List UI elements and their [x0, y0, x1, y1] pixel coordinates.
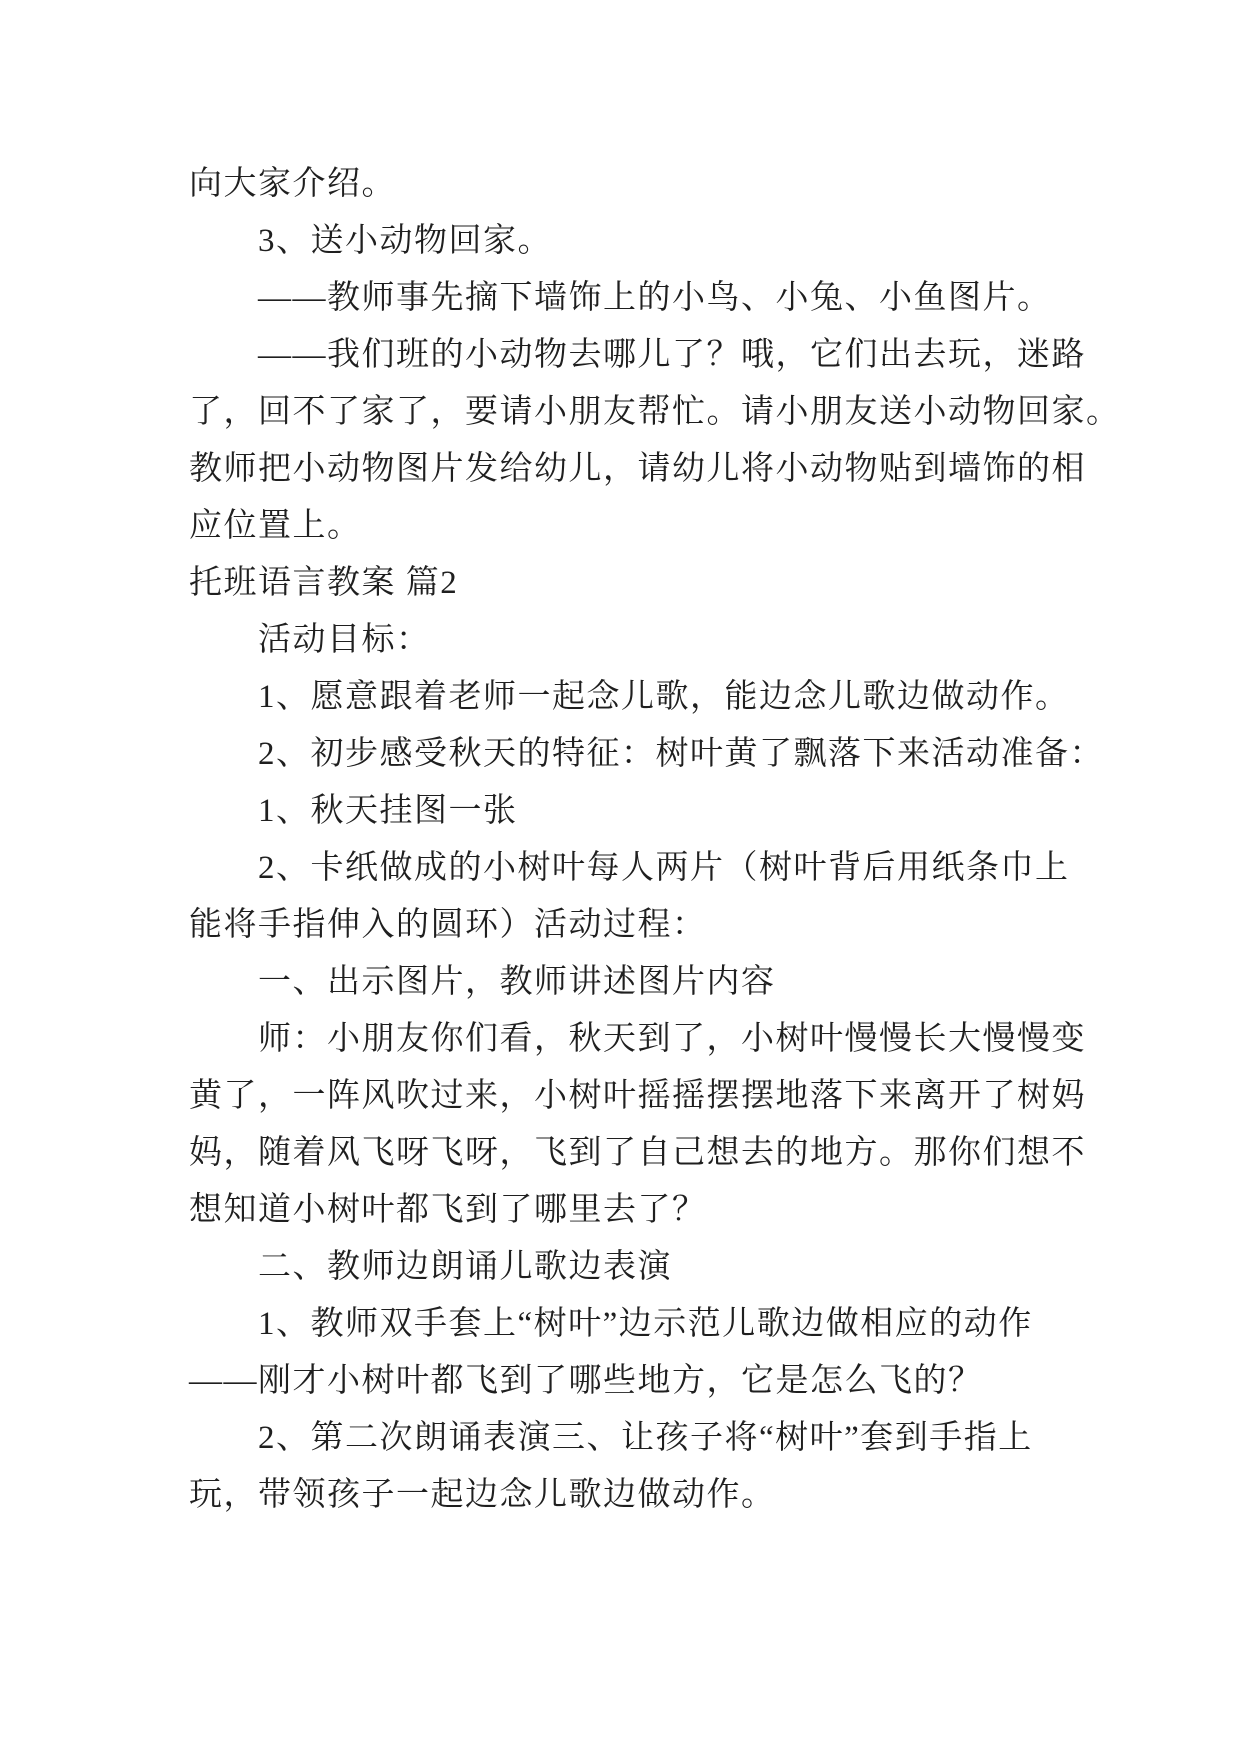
text-line: 妈，随着风飞呀飞呀，飞到了自己想去的地方。那你们想不	[189, 1135, 1086, 1171]
text-line: 了，回不了家了，要请小朋友帮忙。请小朋友送小动物回家。	[189, 394, 1121, 430]
text-line: 师：小朋友你们看，秋天到了，小树叶慢慢长大慢慢变	[258, 1021, 1086, 1057]
text-line: 教师把小动物图片发给幼儿，请幼儿将小动物贴到墙饰的相	[189, 451, 1086, 487]
text-line: 2、初步感受秋天的特征：树叶黄了飘落下来活动准备：	[258, 736, 1104, 772]
text-line: 黄了，一阵风吹过来，小树叶摇摇摆摆地落下来离开了树妈	[189, 1078, 1086, 1114]
text-line: 3、送小动物回家。	[258, 223, 552, 259]
text-line: 应位置上。	[189, 508, 362, 544]
text-line: 2、卡纸做成的小树叶每人两片（树叶背后用纸条巾上	[258, 850, 1070, 886]
text-line: ——教师事先摘下墙饰上的小鸟、小兔、小鱼图片。	[258, 280, 1052, 316]
text-line: 2、第二次朗诵表演三、让孩子将“树叶”套到手指上	[258, 1420, 1033, 1456]
text-line: ——我们班的小动物去哪儿了？哦，它们出去玩，迷路	[258, 337, 1086, 373]
text-line: ——刚才小树叶都飞到了哪些地方，它是怎么飞的？	[189, 1363, 983, 1399]
text-line: 玩，带领孩子一起边念儿歌边做动作。	[189, 1477, 776, 1513]
text-line: 1、秋天挂图一张	[258, 793, 518, 829]
text-line: 能将手指伸入的圆环）活动过程：	[189, 907, 707, 943]
text-line: 向大家介绍。	[189, 166, 396, 202]
text-line: 一、出示图片，教师讲述图片内容	[258, 964, 776, 1000]
text-line: 活动目标：	[258, 622, 431, 658]
section-heading: 托班语言教案 篇2	[189, 565, 459, 601]
text-line: 二、教师边朗诵儿歌边表演	[258, 1249, 672, 1285]
text-line: 1、愿意跟着老师一起念儿歌，能边念儿歌边做动作。	[258, 679, 1070, 715]
text-line: 1、教师双手套上“树叶”边示范儿歌边做相应的动作	[258, 1306, 1033, 1342]
text-line: 想知道小树叶都飞到了哪里去了？	[189, 1192, 707, 1228]
